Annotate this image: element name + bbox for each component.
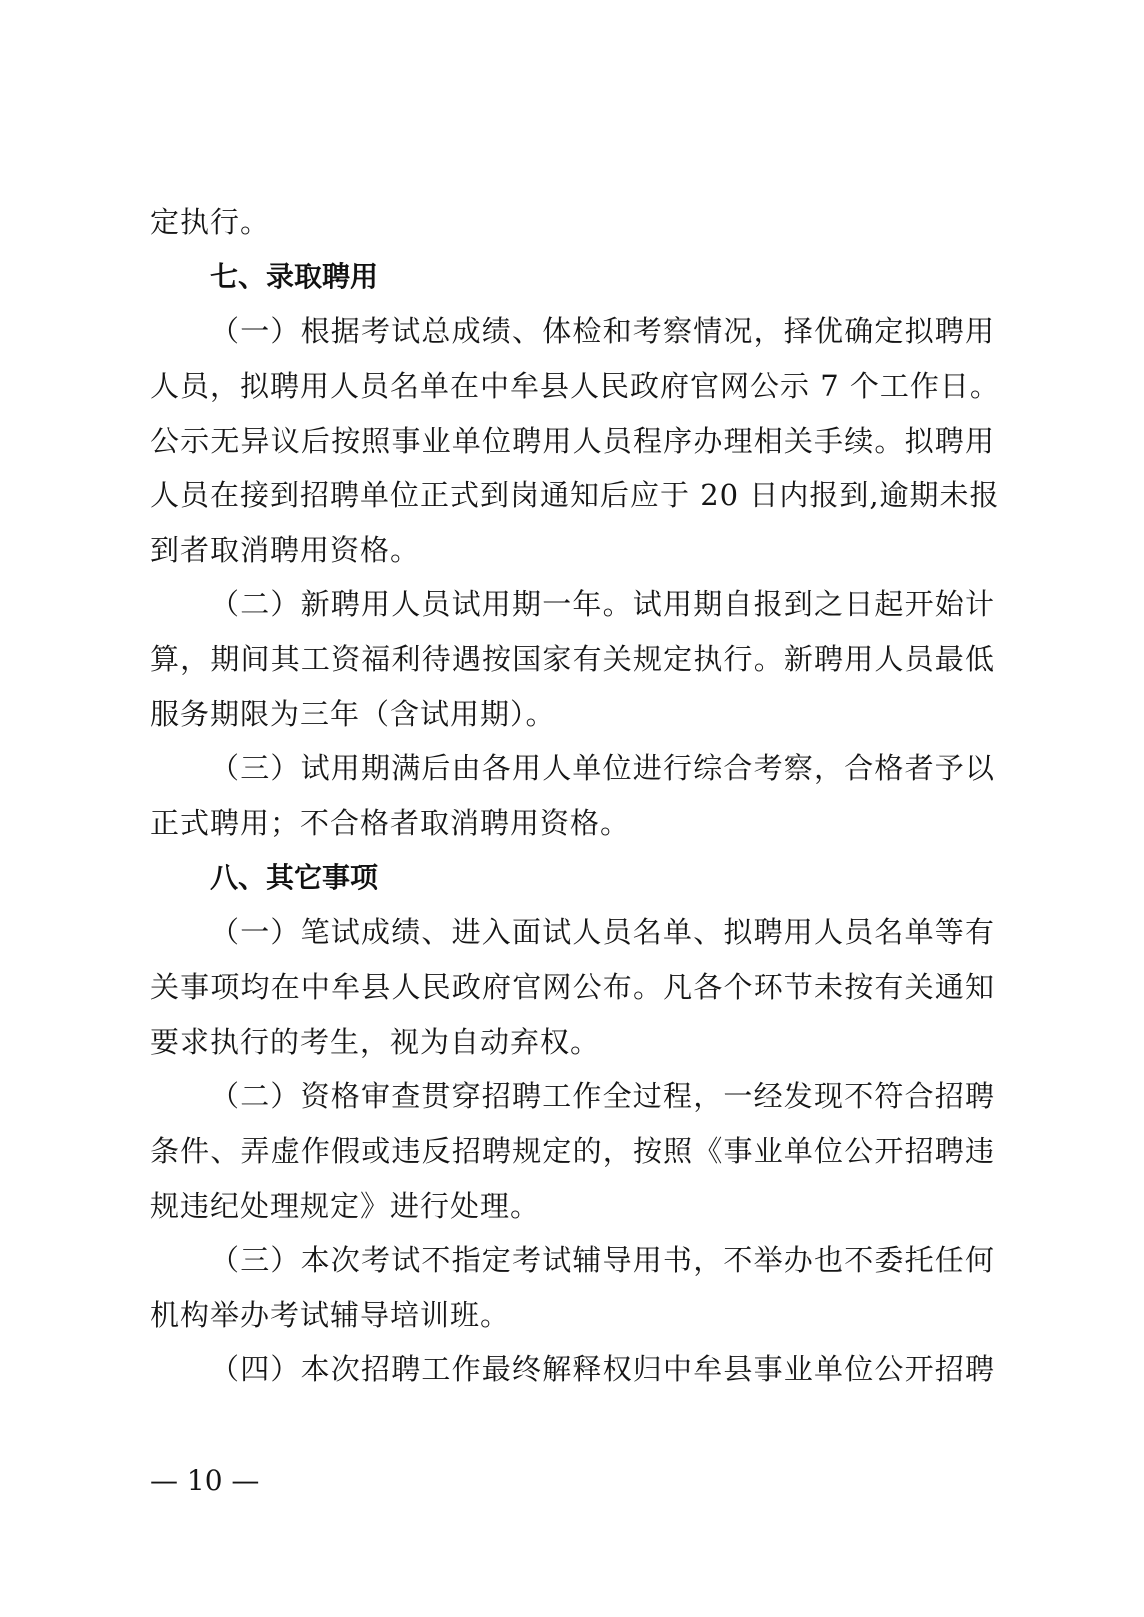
paragraph <box>150 1233 995 1342</box>
paragraph-line: 到者取消聘用资格。 <box>150 532 421 567</box>
paragraph-line: （三）试用期满后由各用人单位进行综合考察，合格者予以 <box>210 751 995 786</box>
paragraph <box>150 1069 995 1233</box>
paragraph-line: 正式聘用；不合格者取消聘用资格。 <box>150 806 631 841</box>
paragraph-line: 条件、弄虚作假或违反招聘规定的，按照《事业单位公开招聘违 <box>150 1133 995 1168</box>
paragraph-line: 规违纪处理规定》进行处理。 <box>150 1188 541 1223</box>
paragraph-line: 机构举办考试辅导培训班。 <box>150 1297 511 1332</box>
paragraph-line: （二）资格审查贯穿招聘工作全过程，一经发现不符合招聘 <box>210 1079 995 1114</box>
paragraph <box>150 905 995 1069</box>
paragraph-line: （三）本次考试不指定考试辅导用书，不举办也不委托任何 <box>210 1243 995 1278</box>
paragraph <box>150 1342 995 1397</box>
paragraph-line: 公示无异议后按照事业单位聘用人员程序办理相关手续。拟聘用 <box>150 423 995 458</box>
paragraph <box>150 577 995 741</box>
section-7 <box>150 250 1000 851</box>
paragraph-line: 算，期间其工资福利待遇按国家有关规定执行。新聘用人员最低 <box>150 642 995 677</box>
paragraph-line: （四）本次招聘工作最终解释权归中牟县事业单位公开招聘 <box>210 1352 995 1387</box>
paragraph-line: 要求执行的考生，视为自动弃权。 <box>150 1024 601 1059</box>
section-heading: 八、其它事项 <box>210 860 379 894</box>
continuation-line: 定执行。 <box>150 205 271 239</box>
paragraph <box>150 741 995 850</box>
paragraph-line: 人员在接到招聘单位正式到岗通知后应于 20 日内报到,逾期未报 <box>150 478 1000 513</box>
page-number: — 10 — <box>150 1464 260 1497</box>
paragraph-line: 服务期限为三年（含试用期）。 <box>150 696 556 731</box>
section-8 <box>150 851 995 1397</box>
section-heading: 七、录取聘用 <box>210 259 379 293</box>
paragraph-line: （一）根据考试总成绩、体检和考察情况，择优确定拟聘用 <box>210 314 995 349</box>
paragraph-line: 关事项均在中牟县人民政府官网公布。凡各个环节未按有关通知 <box>150 969 995 1004</box>
paragraph <box>150 304 1000 577</box>
paragraph-line: （二）新聘用人员试用期一年。试用期自报到之日起开始计 <box>210 587 995 622</box>
paragraph-line: （一）笔试成绩、进入面试人员名单、拟聘用人员名单等有 <box>210 915 995 950</box>
paragraph-line: 人员，拟聘用人员名单在中牟县人民政府官网公示 7 个工作日。 <box>150 368 1000 403</box>
document-body <box>150 195 1000 1397</box>
